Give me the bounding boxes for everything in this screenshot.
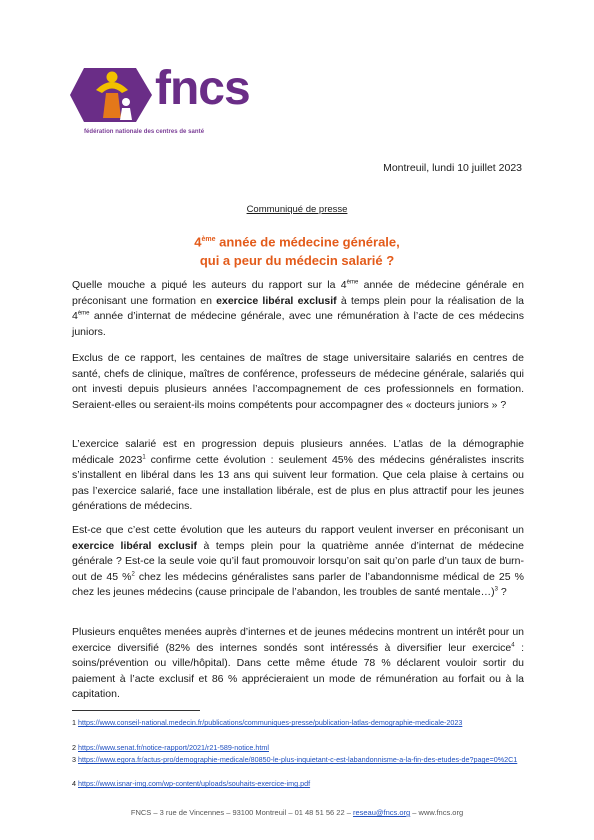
p3-text-b: confirme cette évolution : seulement 45% des médecins généralistes inscrits s’installent en libéral dans les 13 ans qui suivent leur formation. Que cela plaise à certains ou pas l’exercice salarié, face une installation libérale, est de plus en plus attractif pour les jeunes générations de médecins. [72, 453, 525, 512]
title-sup: ème [201, 236, 216, 243]
footnote-4 [72, 779, 527, 790]
footnote-separator [72, 710, 200, 711]
title-number: 4 [194, 234, 202, 250]
footer-address: FNCS – 3 rue de Vincennes – 93100 Montreuil – 01 48 51 56 22 – [130, 808, 353, 817]
footnote-number: 4 [72, 779, 78, 788]
document-title [0, 230, 594, 270]
footnote-link[interactable]: https://www.egora.fr/actus-pro/demographie-medicale/80850-le-plus-inquietant-c-est-labandonnisme-a-la-fin-des-etudes-de?page=0%2C1 [78, 755, 518, 764]
footer-email-link[interactable]: reseau@fncs.org [352, 808, 411, 817]
footer-website: – www.fncs.org [410, 808, 464, 817]
footnote-number: 1 [72, 718, 78, 727]
footnote-link[interactable]: https://www.conseil-national.medecin.fr/publications/communiques-presse/publication-latlas-demographie-medicale-2023 [78, 718, 463, 727]
p1-text-d: année d’internat de médecine générale, avec une rémunération à l’acte de ces médecins juniors. [72, 310, 524, 338]
p4-text-a: Est-ce que c’est cette évolution que les auteurs du rapport veulent inverser en préconisant un [72, 524, 524, 536]
p1-text-a: Quelle mouche a piqué les auteurs du rapport sur la 4 [72, 279, 347, 291]
fncs-logo [70, 60, 270, 150]
p1-text-b: année de médecine générale en préconisant une formation en [72, 279, 524, 307]
footnote-1 [72, 718, 527, 729]
logo-wordmark: fncs [155, 62, 250, 115]
paragraph-3 [72, 437, 524, 515]
p3-text-a: L’exercice salarié est en progression depuis plusieurs années. L’atlas de la démographie médicale 2023 [72, 438, 524, 466]
title-line2: qui a peur du médecin salarié ? [199, 253, 395, 269]
p5-text-b: : soins/prévention ou ville/hôpital). Dans cette même étude 78 % déclarent vouloir sortir du paiement à l’acte exclusif et 86 % apprécieraient un mode de rémunération au forfait ou à la capitation. [72, 641, 524, 700]
p4-text-d: ? [497, 586, 507, 598]
p5-sup: 4 [511, 642, 515, 648]
footnote-number: 3 [72, 755, 78, 764]
p1-sup2: ème [77, 310, 90, 317]
dateline: Montreuil, lundi 10 juillet 2023 [383, 162, 522, 174]
paragraph-2: Exclus de ce rapport, les centaines de maîtres de stage universitaire salariés en centres de santé, chefs de clinique, maîtres de conférence, professeurs de médecine générale, salariés qui ont investi depuis plusieurs années l’accompagnement de ces professionnels en formation. Seraient-elles ou seraient-ils moins compétents pour accompagner des « docteurs juniors » ? [72, 352, 524, 411]
document-label: Communiqué de presse [246, 204, 348, 215]
p1-bold: exercice libéral exclusif [216, 294, 337, 307]
p3-sup: 1 [142, 454, 146, 460]
p4-sup: 2 [131, 571, 135, 577]
p4-sup2: 3 [494, 586, 498, 593]
page-footer [0, 808, 594, 817]
paragraph-1 [72, 278, 524, 340]
footnote-3 [72, 755, 527, 766]
paragraph-4 [72, 523, 524, 601]
fncs-emblem-icon [70, 60, 160, 130]
p5-text-a: Plusieurs enquêtes menées auprès d’internes et de jeunes médecins montrent un intérêt pour un exercice diversifié (82% des internes sondés sont intéressés à diversifier leur exercice [72, 626, 524, 654]
p1-text-c: à temps plein pour la réalisation de la 4 [72, 294, 524, 322]
footnote-link[interactable]: https://www.senat.fr/notice-rapport/2021/r21-589-notice.html [78, 743, 269, 752]
footnote-link[interactable]: https://www.isnar-img.com/wp-content/uploads/souhaits-exercice-img.pdf [78, 779, 311, 788]
logo-subtitle: fédération nationale des centres de santé [84, 129, 205, 135]
p4-text-b: à temps plein pour la quatrième année d’internat de médecine générale ? Est-ce la seule voie qu’il faut promouvoir lorsqu’on sait qu’on parle d’un taux de burn-out de 45 % [72, 539, 524, 583]
p1-sup: ème [346, 279, 359, 286]
paragraph-5 [72, 625, 524, 703]
p4-text-c: chez les médecins généralistes sans parler de l’abandonnisme médical de 25 % chez les jeunes médecins (cause principale de l’abandon, les troubles de santé mentale…) [72, 570, 525, 598]
title-line1: année de médecine générale, [215, 234, 400, 250]
footnote-number: 2 [72, 743, 78, 752]
footnote-2 [72, 743, 527, 754]
p4-bold: exercice libéral exclusif [72, 539, 198, 552]
